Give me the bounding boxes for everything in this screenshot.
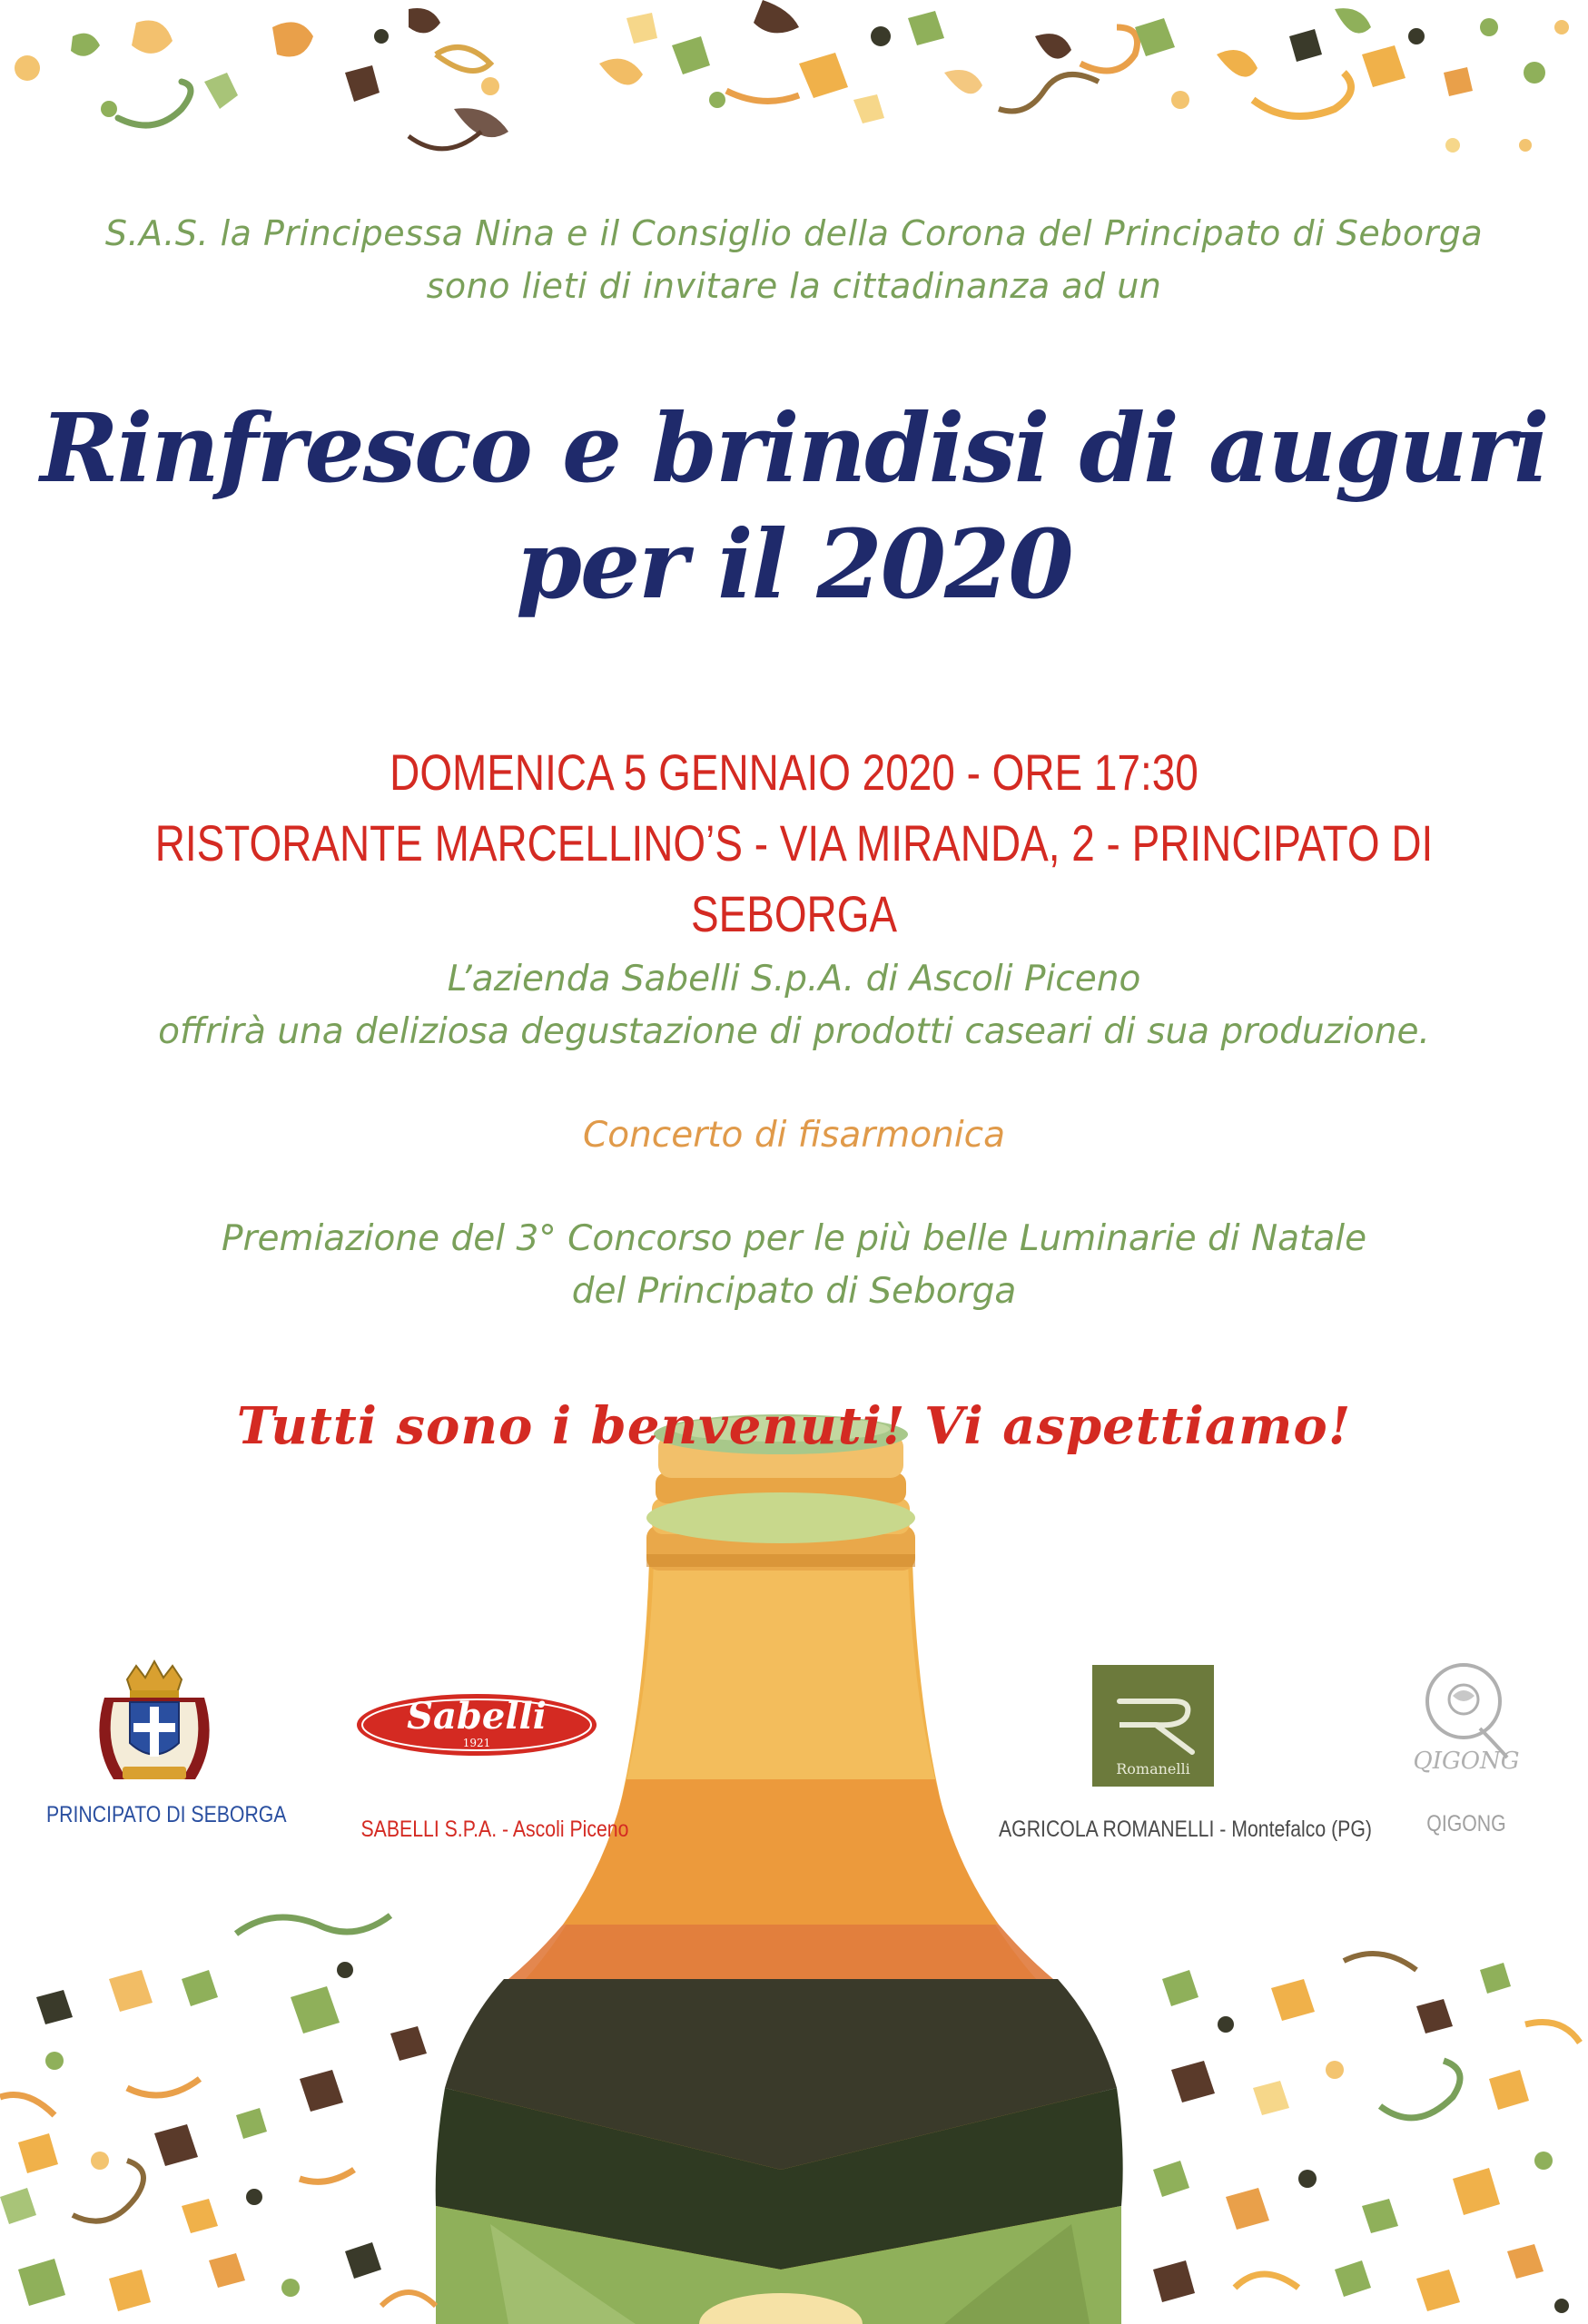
champagne-bottle-illustration <box>436 1414 1123 2324</box>
logo-caption-qigong: QIGONG <box>1426 1811 1506 1837</box>
award-text <box>0 1213 1588 1318</box>
romanelli-caption-rest: - Montefalco (PG) <box>1214 1817 1372 1842</box>
event-date-time: DOMENICA 5 GENNAIO 2020 - ORE 17:30 <box>390 743 1198 801</box>
intro-line-2: sono lieti di invitare la cittadinanza ad un <box>426 266 1162 306</box>
intro-line-1: S.A.S. la Principessa Nina e il Consiglio della Corona del Principato di Seborga <box>104 213 1484 253</box>
logo-sabelli <box>340 1689 629 1843</box>
sabelli-logo-year: 1921 <box>462 1737 491 1749</box>
logo-caption-seborga: PRINCIPATO DI SEBORGA <box>46 1802 287 1827</box>
award-line-2: del Principato di Seborga <box>571 1271 1017 1312</box>
coat-of-arms-icon <box>86 1652 222 1797</box>
intro-text <box>0 207 1588 312</box>
title-line-2: per il 2020 <box>516 508 1072 620</box>
sabelli-logo-text: Sabelli <box>407 1695 547 1738</box>
romanelli-logo-text: Romanelli <box>1116 1760 1190 1777</box>
sponsor-text <box>0 953 1588 1059</box>
logo-qigong <box>1380 1656 1553 1837</box>
event-title <box>0 390 1588 623</box>
concert-text: Concerto di fisarmonica <box>582 1115 1005 1156</box>
logo-caption-romanelli <box>999 1817 1372 1843</box>
award-line-1: Premiazione del 3° Concorso per le più belle Luminarie di Natale <box>221 1218 1367 1259</box>
sponsor-line-2: offrirà una deliziosa degustazione di prodotti caseari di sua produzione. <box>158 1011 1430 1052</box>
welcome-message: Tutti sono i benvenuti! Vi aspettiamo! <box>236 1396 1352 1456</box>
event-venue: RISTORANTE MARCELLINO’S - VIA MIRANDA, 2 - PRINCIPATO DI SEBORGA <box>154 814 1434 942</box>
romanelli-caption-bold: AGRICOLA ROMANELLI <box>999 1817 1215 1842</box>
event-details <box>143 737 1445 950</box>
sabelli-caption-rest: - Ascoli Piceno <box>497 1817 629 1842</box>
confetti-top <box>15 0 1569 153</box>
qigong-logo-icon <box>1407 1656 1525 1792</box>
sabelli-caption-bold: SABELLI S.P.A. <box>360 1817 498 1842</box>
romanelli-logo-icon <box>1092 1665 1214 1787</box>
sponsor-line-1: L’azienda Sabelli S.p.A. di Ascoli Piceno <box>447 959 1141 1000</box>
title-line-1: Rinfresco e brindisi di auguri <box>40 392 1548 504</box>
sabelli-logo-icon <box>354 1689 599 1761</box>
logo-caption-sabelli <box>360 1817 629 1843</box>
qigong-logo-text: QIGONG <box>1413 1748 1520 1775</box>
logo-romanelli <box>972 1665 1372 1843</box>
logo-principato-di-seborga <box>27 1652 287 1828</box>
